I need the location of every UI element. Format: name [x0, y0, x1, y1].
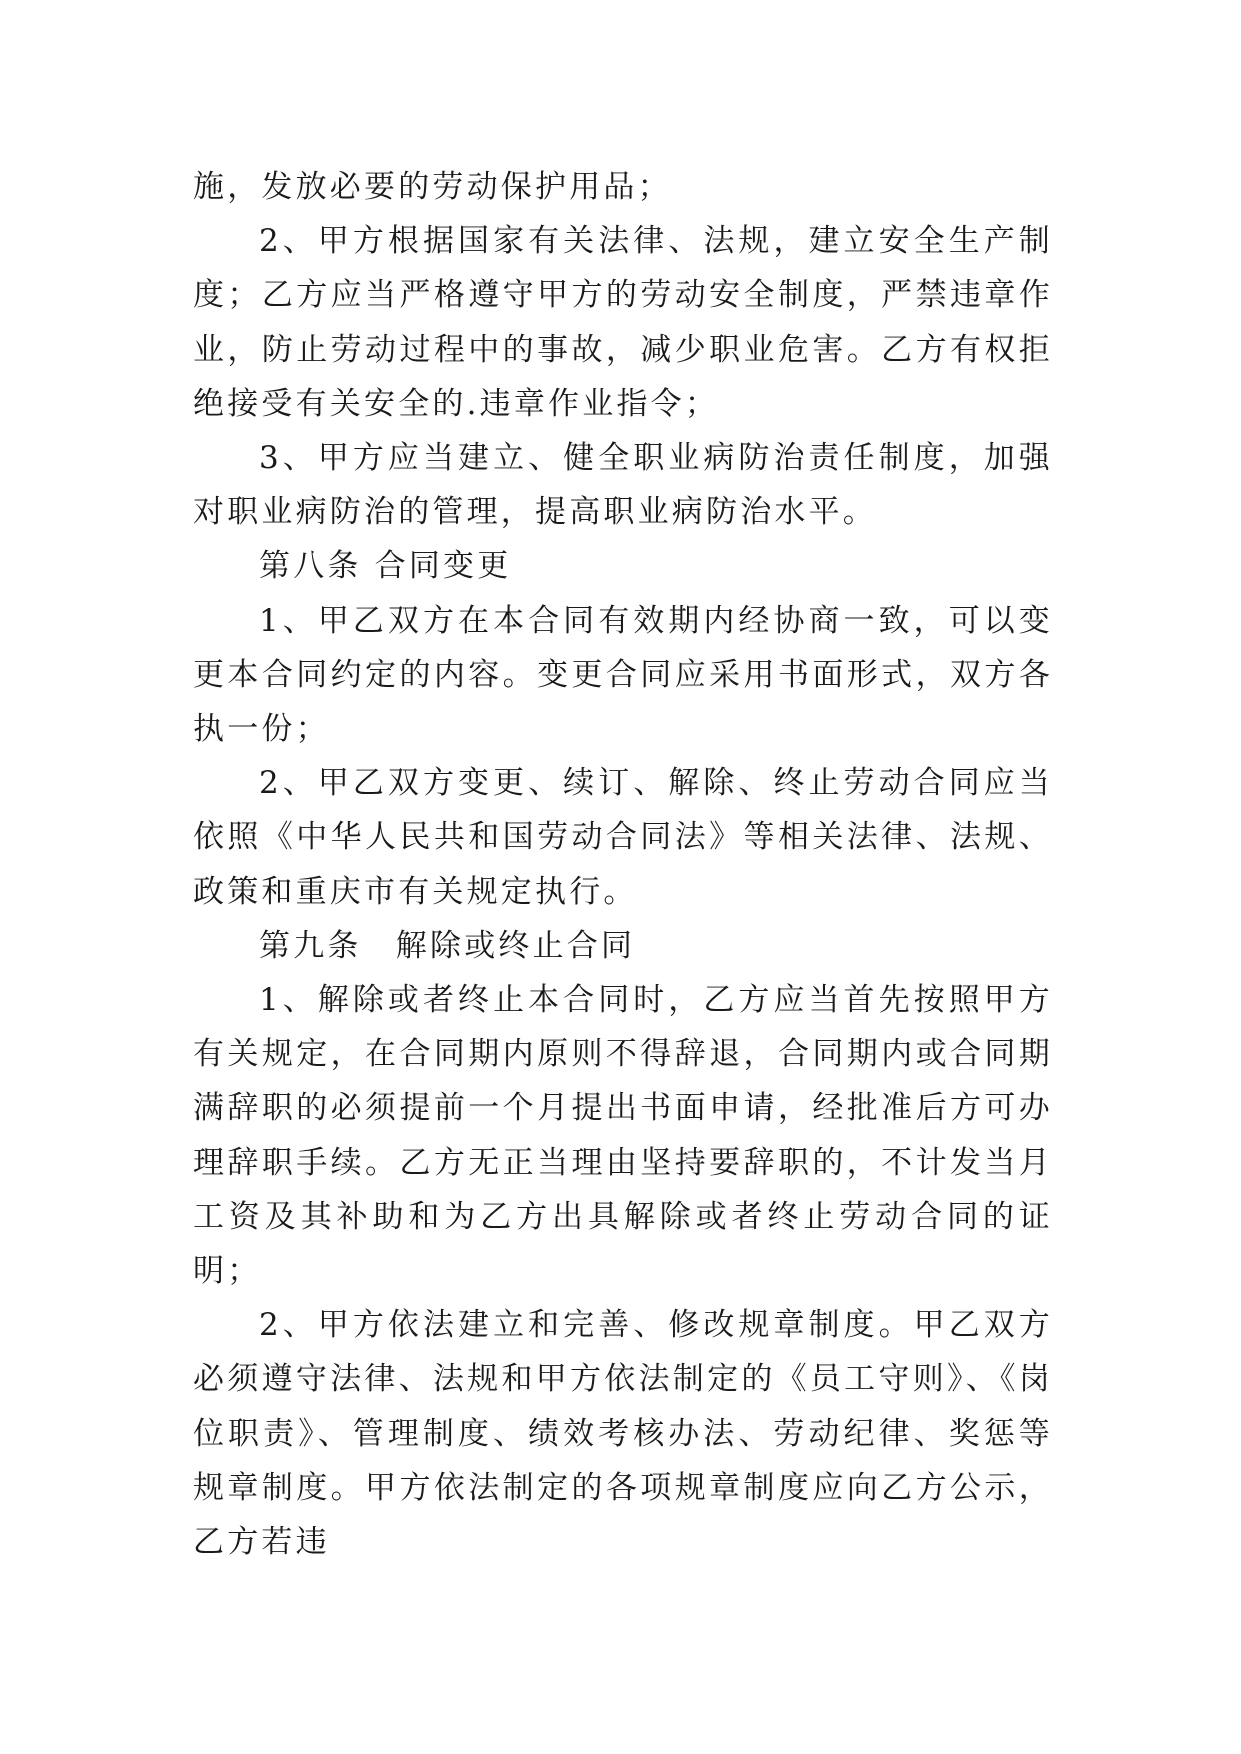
paragraph-clause-9-2: 2、甲方依法建立和完善、修改规章制度。甲乙双方必须遵守法律、法规和甲方依法制定的《员工守则》、《岗位职责》、管理制度、绩效考核办法、劳动纪律、奖惩等规章制度。甲方依法制定的各项规章制度应向乙方公示，乙方若违 [193, 1307, 1053, 1561]
article-8-heading: 第八条 合同变更 [259, 548, 512, 585]
document-body [193, 160, 1053, 1569]
paragraph-clause-7-3: 3、甲方应当建立、健全职业病防治责任制度，加强对职业病防治的管理，提高职业病防治水平。 [193, 440, 1053, 531]
paragraph-clause-8-1: 1、甲乙双方在本合同有效期内经协商一致，可以变更本合同约定的内容。变更合同应采用书面形式，双方各执一份； [193, 602, 1053, 748]
paragraph-clause-9-1: 1、解除或者终止本合同时，乙方应当首先按照甲方有关规定，在合同期内原则不得辞退，合同期内或合同期满辞职的必须提前一个月提出书面申请，经批准后方可办理辞职手续。乙方无正当理由坚持要辞职的，不计发当月工资及其补助和为乙方出具解除或者终止劳动合同的证明； [193, 982, 1053, 1290]
paragraph-clause-7-2: 2、甲方根据国家有关法律、法规，建立安全生产制度；乙方应当严格遵守甲方的劳动安全制度，严禁违章作业，防止劳动过程中的事故，减少职业危害。乙方有权拒绝接受有关安全的.违章作业指令； [193, 223, 1053, 422]
paragraph-continued: 施，发放必要的劳动保护用品； [193, 169, 672, 205]
article-9-heading: 第九条 解除或终止合同 [259, 927, 636, 964]
paragraph-clause-8-2: 2、甲乙双方变更、续订、解除、终止劳动合同应当依照《中华人民共和国劳动合同法》等相关法律、法规、政策和重庆市有关规定执行。 [193, 765, 1053, 910]
